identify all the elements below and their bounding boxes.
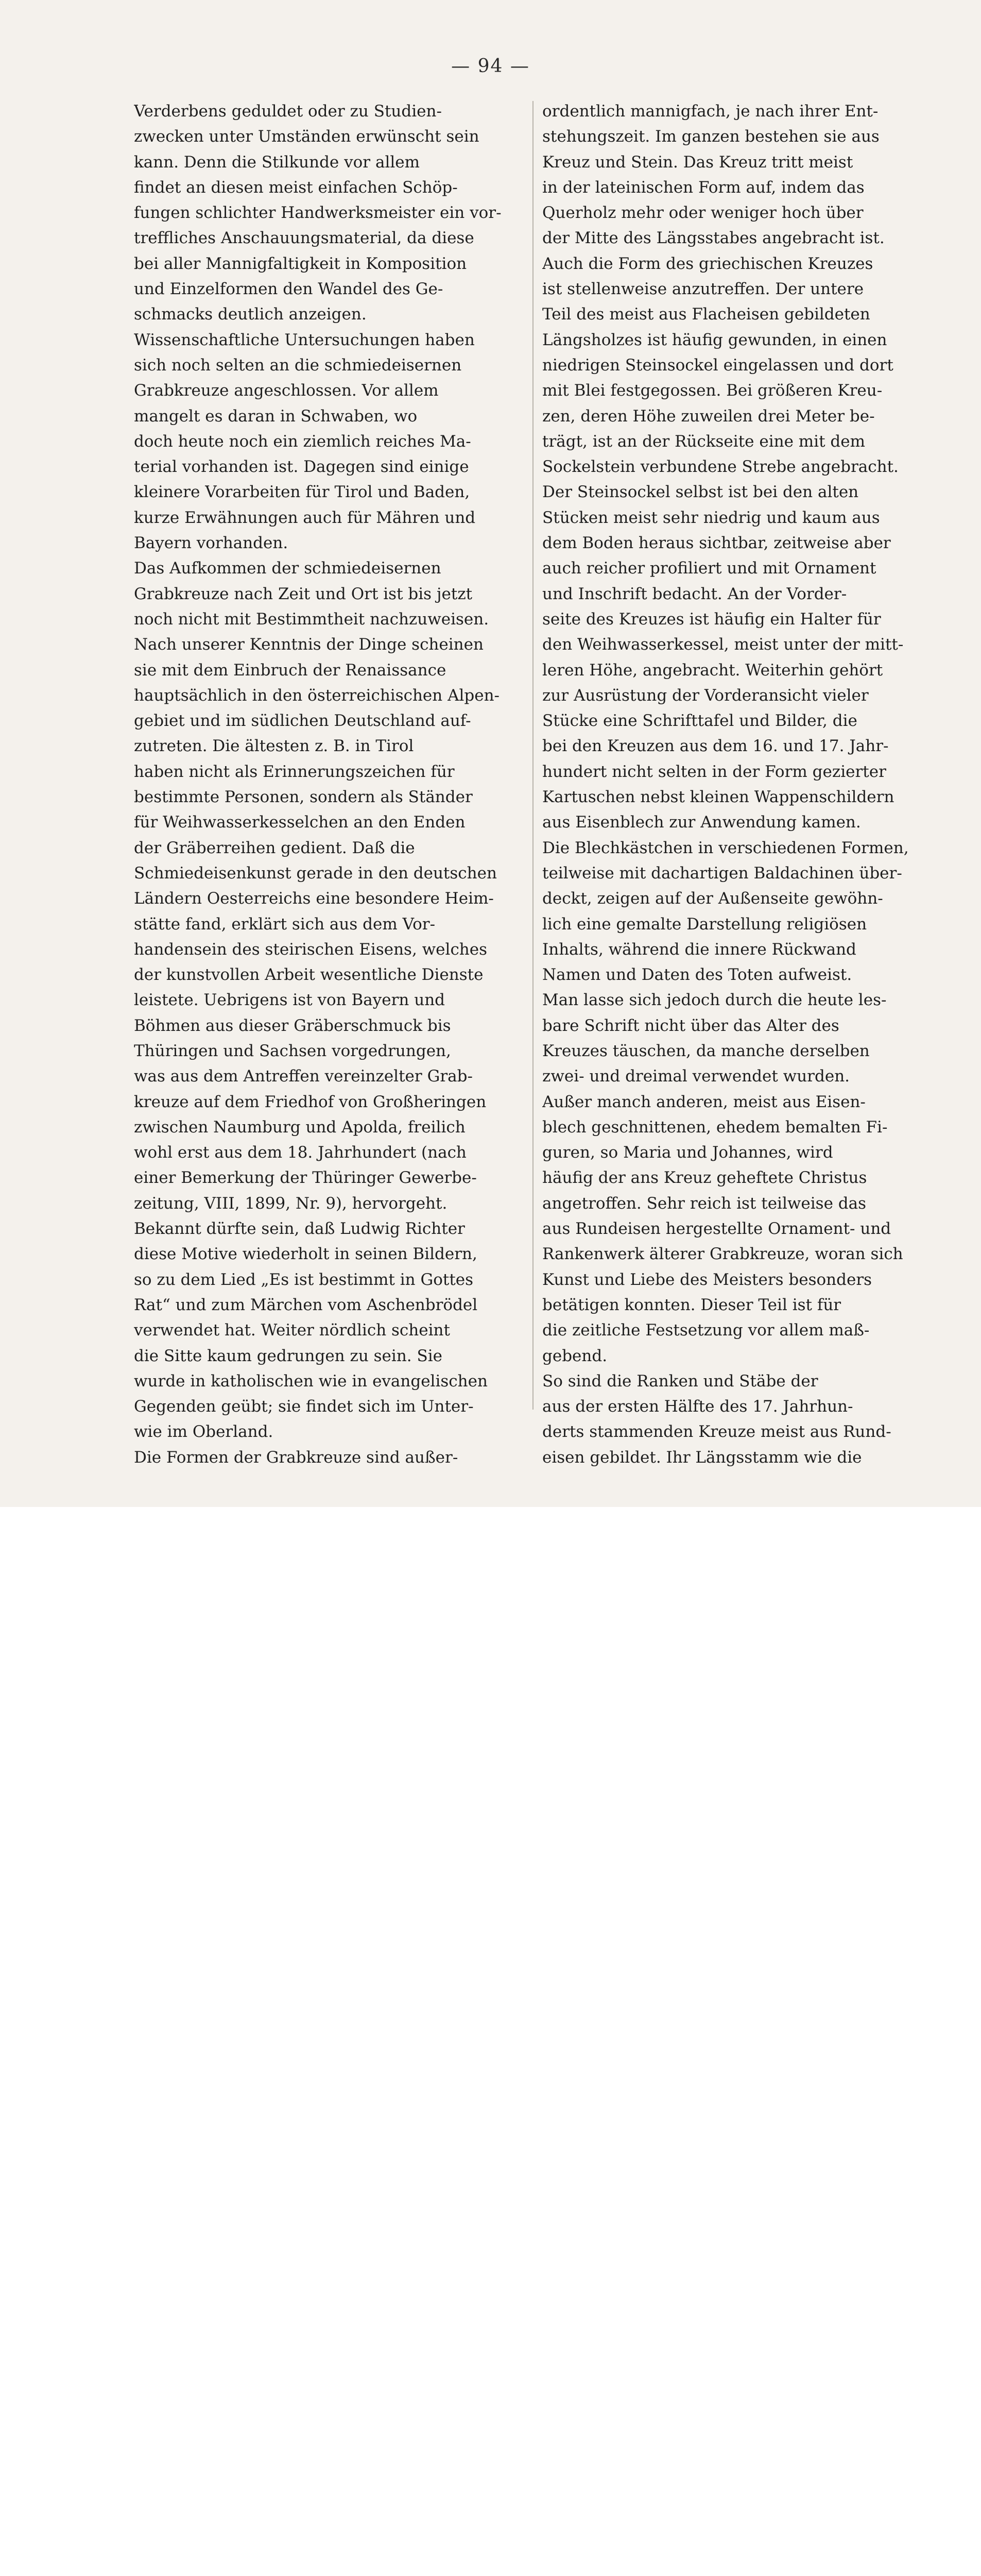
text-line: niedrigen Steinsockel eingelassen und dort [542, 355, 893, 375]
text-line: und Einzelformen den Wandel des Ge- [134, 280, 443, 299]
text-line: deckt, zeigen auf der Außenseite gewöhn- [542, 889, 883, 908]
text-line: Das Aufkommen der schmiedeisernen [134, 559, 441, 578]
text-line: eisen gebildet. Ihr Längsstamm wie die [542, 1448, 862, 1467]
text-line: Stücken meist sehr niedrig und kaum aus [542, 508, 880, 527]
text-line: Bayern vorhanden. [134, 534, 288, 553]
left-text-column [134, 99, 530, 1470]
text-line: angetroffen. Sehr reich ist teilweise das [542, 1194, 867, 1213]
text-line: sich noch selten an die schmiedeisernen [134, 355, 462, 375]
text-line: die Sitte kaum gedrungen zu sein. Sie [134, 1346, 442, 1365]
text-line: was aus dem Antreffen vereinzelter Grab- [134, 1067, 473, 1086]
text-line: kurze Erwähnungen auch für Mähren und [134, 508, 476, 527]
text-line: Querholz mehr oder weniger hoch über [542, 204, 864, 223]
text-line: Grabkreuze nach Zeit und Ort ist bis jetzt [134, 584, 473, 603]
text-line: der Mitte des Längsstabes angebracht ist. [542, 229, 885, 248]
text-line: aus Eisenblech zur Anwendung kamen. [542, 813, 861, 832]
text-line: doch heute noch ein ziemlich reiches Ma- [134, 432, 471, 451]
text-line: Kunst und Liebe des Meisters besonders [542, 1270, 872, 1289]
text-line: sie mit dem Einbruch der Renaissance [134, 660, 446, 680]
text-line: Man lasse sich jedoch durch die heute les- [542, 991, 887, 1010]
text-line: Nach unserer Kenntnis der Dinge scheinen [134, 635, 484, 654]
text-line: bei den Kreuzen aus dem 16. und 17. Jahr- [542, 737, 889, 756]
text-line: Der Steinsockel selbst ist bei den alten [542, 483, 859, 502]
text-line: derts stammenden Kreuze meist aus Rund- [542, 1422, 891, 1442]
text-line: Sockelstein verbundene Strebe angebracht. [542, 457, 899, 477]
text-line: bei aller Mannigfaltigkeit in Komposition [134, 254, 467, 273]
text-line: Inhalts, während die innere Rückwand [542, 940, 856, 959]
text-line: Stücke eine Schrifttafel und Bilder, die [542, 711, 857, 731]
text-line: leistete. Uebrigens ist von Bayern und [134, 991, 445, 1010]
text-line: handensein des steirischen Eisens, welches [134, 940, 488, 959]
text-line: in der lateinischen Form auf, indem das [542, 178, 865, 197]
text-line: betätigen konnten. Dieser Teil ist für [542, 1295, 841, 1314]
text-line: stehungszeit. Im ganzen bestehen sie aus [542, 127, 880, 146]
text-line: wohl erst aus dem 18. Jahrhundert (nach [134, 1143, 467, 1162]
text-line: leren Höhe, angebracht. Weiterhin gehört [542, 660, 883, 680]
viewer-footer [0, 1507, 981, 1586]
text-line: aus der ersten Hälfte des 17. Jahrhun- [542, 1397, 853, 1416]
text-line: zutreten. Die ältesten z. B. in Tirol [134, 737, 414, 756]
column-divider [532, 101, 533, 1410]
text-line: noch nicht mit Bestimmtheit nachzuweisen. [134, 609, 489, 629]
text-line: Gegenden geübt; sie findet sich im Unter- [134, 1397, 474, 1416]
text-line: so zu dem Lied „Es ist bestimmt in Gottes [134, 1270, 474, 1289]
text-line: teilweise mit dachartigen Baldachinen über- [542, 863, 902, 883]
text-line: diese Motive wiederholt in seinen Bildern, [134, 1245, 477, 1264]
text-line: Namen und Daten des Toten aufweist. [542, 965, 852, 985]
text-line: wurde in katholischen wie in evangelischen [134, 1371, 488, 1391]
text-line: und Inschrift bedacht. An der Vorder- [542, 584, 847, 603]
text-line: bestimmte Personen, sondern als Ständer [134, 788, 473, 807]
text-line: Rat“ und zum Märchen vom Aschenbrödel [134, 1295, 478, 1314]
text-line: haben nicht als Erinnerungszeichen für [134, 762, 455, 781]
page-number: — 94 — [451, 56, 530, 77]
text-line: ist stellenweise anzutreffen. Der untere [542, 280, 864, 299]
text-line: Wissenschaftliche Untersuchungen haben [134, 330, 475, 349]
text-line: Schmiedeisenkunst gerade in den deutschen [134, 863, 497, 883]
text-line: zwischen Naumburg und Apolda, freilich [134, 1117, 466, 1137]
text-line: kreuze auf dem Friedhof von Großheringen [134, 1092, 487, 1111]
text-line: für Weihwasserkesselchen an den Enden [134, 813, 466, 832]
text-line: Die Formen der Grabkreuze sind außer- [134, 1448, 458, 1467]
text-line: Rankenwerk älterer Grabkreuze, woran sich [542, 1245, 903, 1264]
text-line: stätte fand, erklärt sich aus dem Vor- [134, 914, 436, 934]
text-line: hundert nicht selten in der Form gezierter [542, 762, 886, 781]
text-line: findet an diesen meist einfachen Schöp- [134, 178, 458, 197]
text-line: mangelt es daran in Schwaben, wo [134, 406, 418, 426]
text-line: treffliches Anschauungsmaterial, da diese [134, 229, 474, 248]
text-line: mit Blei festgegossen. Bei größeren Kreu- [542, 381, 883, 400]
text-line: zur Ausrüstung der Vorderansicht vieler [542, 686, 869, 705]
text-line: Bekannt dürfte sein, daß Ludwig Richter [134, 1219, 465, 1239]
text-line: Auch die Form des griechischen Kreuzes [542, 254, 873, 273]
text-line: Verderbens geduldet oder zu Studien- [134, 102, 442, 121]
text-line: seite des Kreuzes ist häufig ein Halter für [542, 609, 881, 629]
text-line: einer Bemerkung der Thüringer Gewerbe- [134, 1168, 477, 1188]
text-line: zwei- und dreimal verwendet wurden. [542, 1067, 850, 1086]
text-line: den Weihwasserkessel, meist unter der mitt- [542, 635, 904, 654]
text-line: aus Rundeisen hergestellte Ornament- und [542, 1219, 891, 1239]
text-line: bare Schrift nicht über das Alter des [542, 1016, 839, 1035]
text-line: gebiet und im südlichen Deutschland auf- [134, 711, 471, 731]
text-line: verwendet hat. Weiter nördlich scheint [134, 1321, 450, 1340]
text-line: Thüringen und Sachsen vorgedrungen, [134, 1041, 451, 1060]
text-line: ordentlich mannigfach, je nach ihrer Ent- [542, 102, 879, 121]
text-line: auch reicher profiliert und mit Ornament [542, 559, 876, 578]
text-line: So sind die Ranken und Stäbe der [542, 1371, 818, 1391]
text-line: lich eine gemalte Darstellung religiösen [542, 914, 867, 934]
text-line: die zeitliche Festsetzung vor allem maß- [542, 1321, 870, 1340]
text-line: Längsholzes ist häufig gewunden, in einen [542, 330, 887, 349]
right-text-column [542, 99, 938, 1470]
text-line: gebend. [542, 1346, 608, 1365]
text-line: wie im Oberland. [134, 1422, 273, 1442]
text-line: zwecken unter Umständen erwünscht sein [134, 127, 479, 146]
text-line: terial vorhanden ist. Dagegen sind einige [134, 457, 469, 477]
text-line: blech geschnittenen, ehedem bemalten Fi- [542, 1117, 888, 1137]
text-line: Die Blechkästchen in verschiedenen Formen, [542, 838, 909, 857]
text-line: der Gräberreihen gedient. Daß die [134, 838, 415, 857]
text-line: Grabkreuze angeschlossen. Vor allem [134, 381, 439, 400]
text-line: trägt, ist an der Rückseite eine mit dem [542, 432, 865, 451]
text-line: zen, deren Höhe zuweilen drei Meter be- [542, 406, 875, 426]
text-line: fungen schlichter Handwerksmeister ein vor- [134, 204, 502, 223]
text-line: Teil des meist aus Flacheisen gebildeten [542, 305, 870, 324]
text-line: Kreuzes täuschen, da manche derselben [542, 1041, 870, 1060]
text-line: Böhmen aus dieser Gräberschmuck bis [134, 1016, 451, 1035]
text-line: kleinere Vorarbeiten für Tirol und Baden, [134, 483, 470, 502]
text-line: guren, so Maria und Johannes, wird [542, 1143, 833, 1162]
text-line: zeitung, VIII, 1899, Nr. 9), hervorgeht. [134, 1194, 448, 1213]
text-line: hauptsächlich in den österreichischen Alpen- [134, 686, 500, 705]
text-line: häufig der ans Kreuz geheftete Christus [542, 1168, 867, 1188]
text-line: Außer manch anderen, meist aus Eisen- [542, 1092, 866, 1111]
text-line: Ländern Oesterreichs eine besondere Heim- [134, 889, 494, 908]
text-line: der kunstvollen Arbeit wesentliche Dienste [134, 965, 484, 985]
text-line: dem Boden heraus sichtbar, zeitweise aber [542, 534, 891, 553]
text-line: kann. Denn die Stilkunde vor allem [134, 152, 420, 172]
text-line: Kartuschen nebst kleinen Wappenschildern [542, 788, 894, 807]
text-line: Kreuz und Stein. Das Kreuz tritt meist [542, 152, 853, 172]
text-line: schmacks deutlich anzeigen. [134, 305, 367, 324]
